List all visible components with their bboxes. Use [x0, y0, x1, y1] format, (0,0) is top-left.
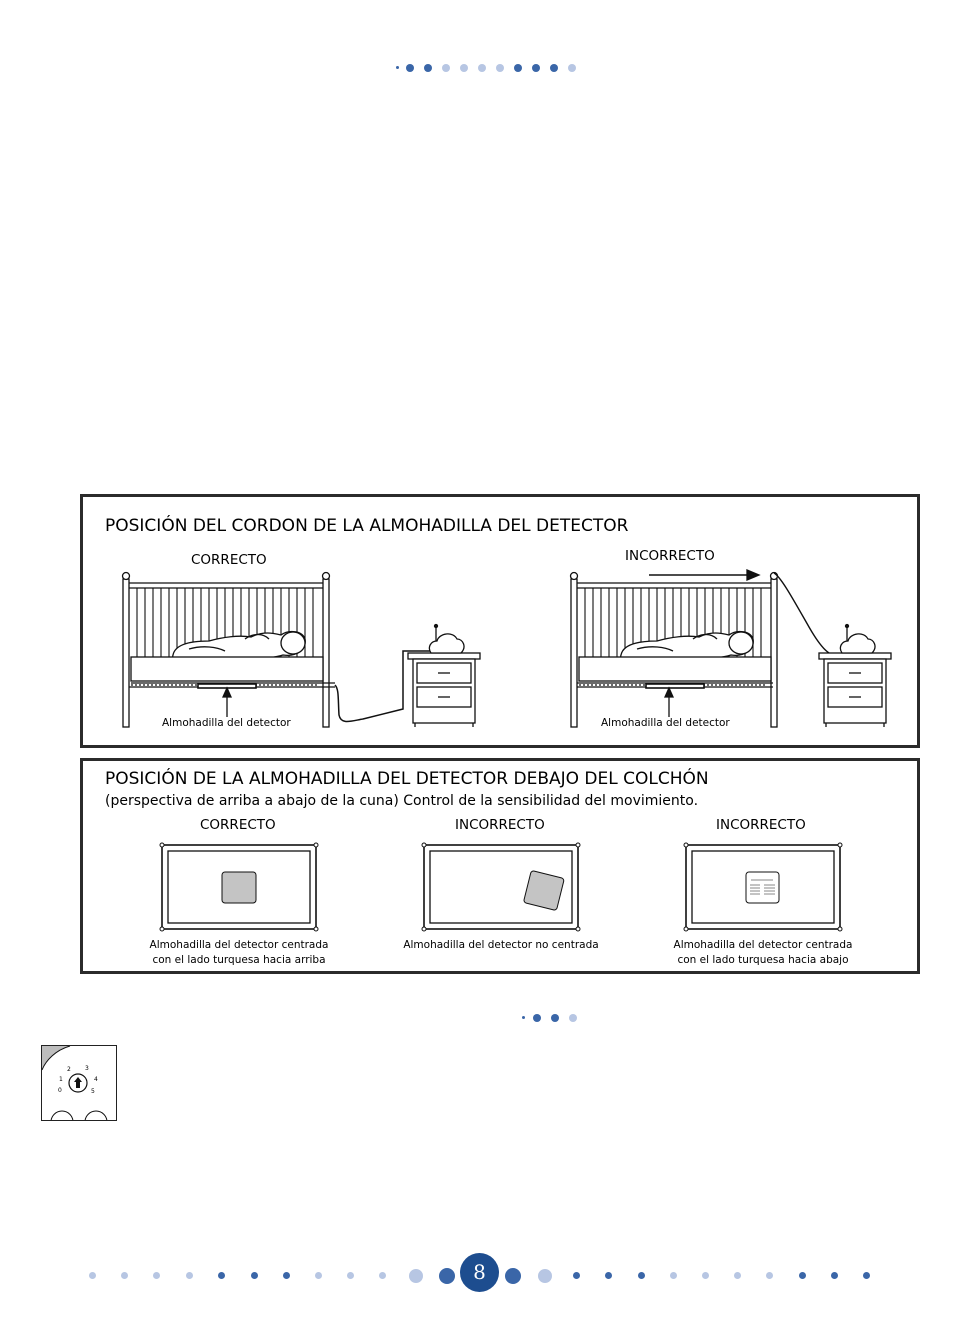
- correct-label: CORRECTO: [191, 552, 267, 568]
- dial-number-2: 2: [67, 1066, 71, 1073]
- placement-caption-3b: con el lado turquesa hacia abajo: [677, 954, 849, 966]
- cord-position-panel: [80, 494, 920, 748]
- pad-placement-subtitle: (perspectiva de arriba a abajo de la cuna) Control de la sensibilidad del movimiento.: [105, 793, 699, 809]
- crib-correct-illustration: [113, 569, 483, 729]
- crib-incorrect-illustration: [561, 569, 901, 729]
- pad-caption-left: Almohadilla del detector: [162, 717, 291, 729]
- dial-number-0: 0: [58, 1087, 62, 1094]
- sensitivity-dial-icon: [41, 1045, 117, 1121]
- top-view-not-centered: [420, 841, 582, 933]
- top-view-correct: [158, 841, 320, 933]
- pad-caption-right: Almohadilla del detector: [601, 717, 730, 729]
- page-number: 8: [460, 1253, 499, 1292]
- dial-number-3: 3: [85, 1065, 89, 1072]
- placement-label-3: INCORRECTO: [716, 817, 806, 833]
- dial-number-4: 4: [94, 1076, 98, 1083]
- placement-label-1: CORRECTO: [200, 817, 276, 833]
- placement-caption-3a: Almohadilla del detector centrada: [673, 939, 853, 951]
- placement-caption-1a: Almohadilla del detector centrada: [149, 939, 329, 951]
- placement-label-2: INCORRECTO: [455, 817, 545, 833]
- top-view-upside-down: [682, 841, 844, 933]
- placement-caption-2: Almohadilla del detector no centrada: [403, 939, 599, 951]
- pad-placement-panel: [80, 758, 920, 974]
- dial-number-5: 5: [91, 1088, 95, 1095]
- placement-caption-1b: con el lado turquesa hacia arriba: [152, 954, 326, 966]
- dial-number-1: 1: [59, 1076, 63, 1083]
- pad-placement-title: POSICIÓN DE LA ALMOHADILLA DEL DETECTOR DEBAJO DEL COLCHÓN: [105, 769, 709, 789]
- incorrect-label: INCORRECTO: [625, 548, 715, 564]
- cord-position-title: POSICIÓN DEL CORDON DE LA ALMOHADILLA DEL DETECTOR: [105, 516, 629, 536]
